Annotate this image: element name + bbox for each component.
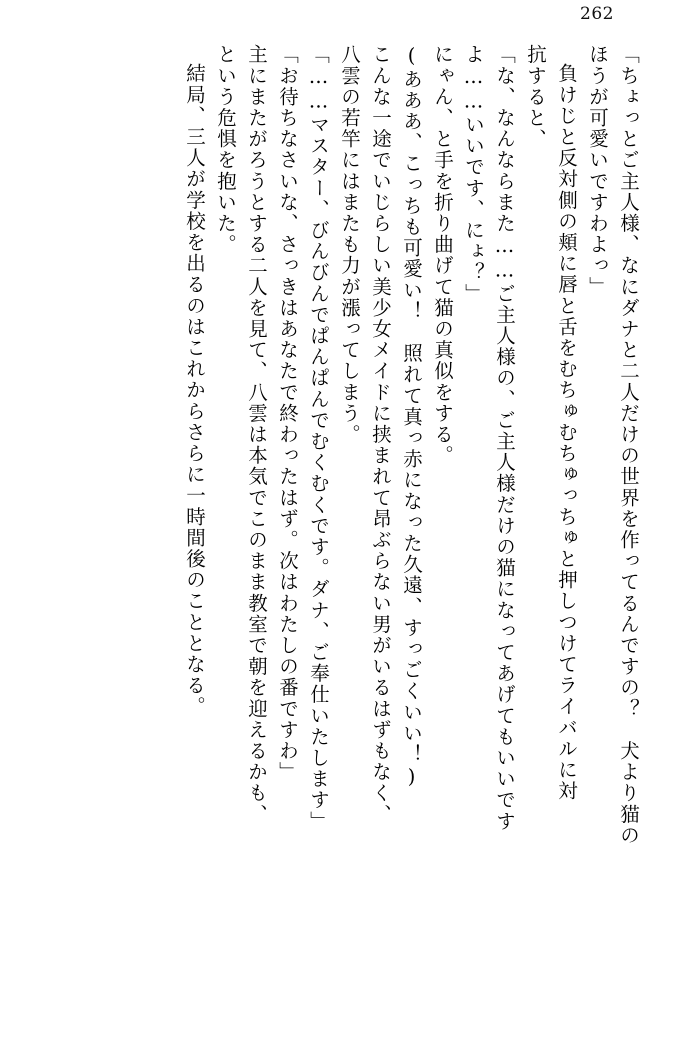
text-line: ほうが可愛いですわよっ」 xyxy=(586,44,609,298)
text-line: 「ちょっとご主人様、なにダナと二人だけの世界を作ってるんですの？ 犬より猫の xyxy=(617,44,640,846)
text-line: よ……いいです、にょ？」 xyxy=(462,44,485,305)
text-line: 主にまたがろうとする二人を見て、八雲は本気でこのまま教室で朝を迎えるかも、 xyxy=(245,44,268,825)
text-line: (あああ、こっちも可愛い！ 照れて真っ赤になった久遠、すっごくいい！) xyxy=(400,44,423,790)
text-line: 「な、なんならまた……ご主人様の、ご主人様だけの猫になってあげてもいいです xyxy=(493,44,516,832)
text-line: 八雲の若竿にはまたも力が漲ってしまう。 xyxy=(338,44,361,445)
page-number: 262 xyxy=(580,4,614,24)
text-line: 「……マスター、びんびんでぱんぱんでむくむくです。ダナ、ご奉仕いたします」 xyxy=(307,44,330,832)
text-line: という危惧を抱いた。 xyxy=(214,44,237,255)
text-line: 抗すると、 xyxy=(524,44,547,150)
vertical-text-body xyxy=(60,44,638,1010)
text-line: 負けじと反対側の頬に唇と舌をむちゅむちゅっちゅと押しつけてライバルに対 xyxy=(555,63,578,802)
text-line: 「お待ちなさいな、さっきはあなたで終わったはず。次はわたしの番ですわ」 xyxy=(276,44,299,783)
text-line: にゃん、と手を折り曲げて猫の真似をする。 xyxy=(431,44,454,466)
text-line: 結局、三人が学校を出るのはこれからさらに一時間後のこととなる。 xyxy=(183,63,206,718)
text-line: こんな一途でいじらしい美少女メイドに挟まれて昂ぶらない男がいるはずもなく、 xyxy=(369,44,392,825)
